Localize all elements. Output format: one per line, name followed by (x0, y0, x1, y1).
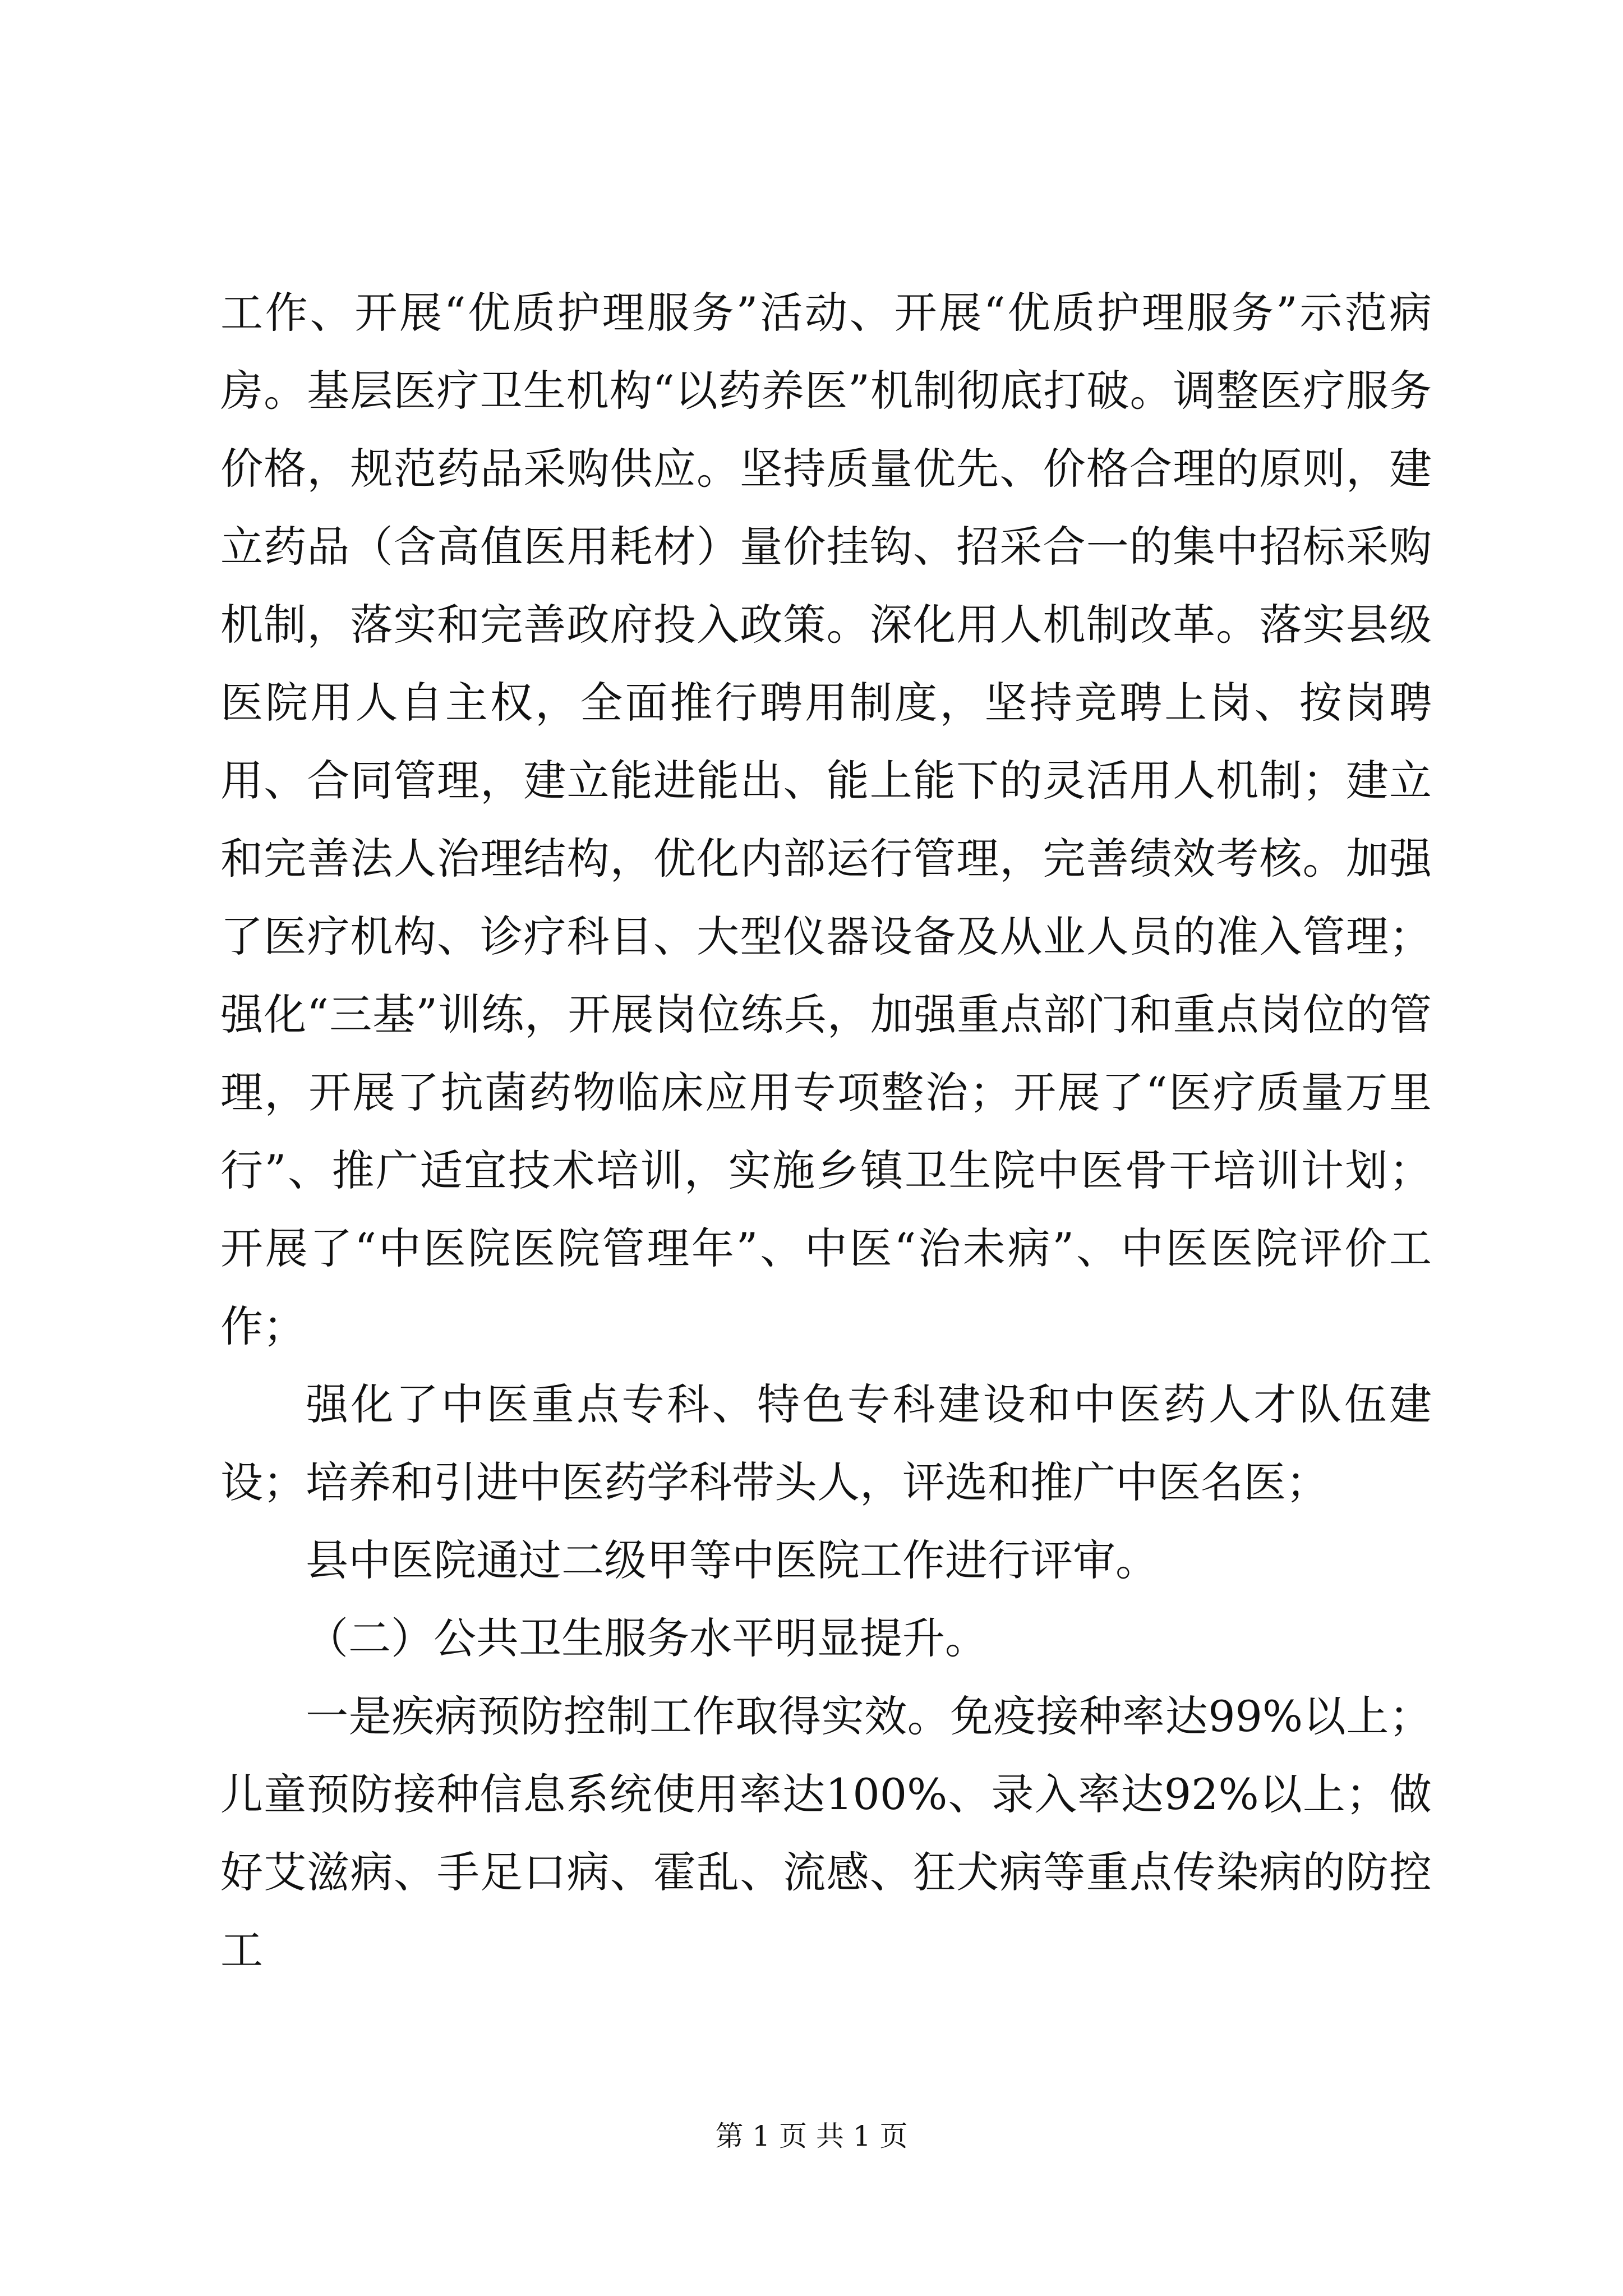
document-body (220, 274, 1432, 1989)
page-footer: 第 1 页 共 1 页 (715, 2120, 908, 2152)
paragraph-1: 工作、开展“优质护理服务”活动、开展“优质护理服务”示范病房。基层医疗卫生机构“以药养医”机制彻底打破。调整医疗服务价格，规范药品采购供应。坚持质量优先、价格合理的原则，建立药品（含高值医用耗材）量价挂钩、招采合一的集中招标采购机制，落实和完善政府投入政策。深化用人机制改革。落实县级医院用人自主权，全面推行聘用制度，坚持竞聘上岗、按岗聘用、合同管理，建立能进能出、能上能下的灵活用人机制；建立和完善法人治理结构，优化内部运行管理，完善绩效考核。加强了医疗机构、诊疗科目、大型仪器设备及从业人员的准入管理；强化“三基”训练，开展岗位练兵，加强重点部门和重点岗位的管理，开展了抗菌药物临床应用专项整治；开展了“医疗质量万里行”、推广适宜技术培训，实施乡镇卫生院中医骨干培训计划；开展了“中医院医院管理年”、中医“治未病”、中医医院评价工作； (220, 288, 1432, 1351)
paragraph-2: 强化了中医重点专科、特色专科建设和中医药人才队伍建设；培养和引进中医药学科带头人，评选和推广中医名医； (220, 1379, 1432, 1507)
paragraph-3: 县中医院通过二级甲等中医院工作进行评审。 (306, 1535, 1158, 1585)
paragraph-4-section-heading: （二）公共卫生服务水平明显提升。 (306, 1613, 988, 1663)
paragraph-5: 一是疾病预防控制工作取得实效。免疫接种率达99%以上；儿童预防接种信息系统使用率达100%、录入率达92%以上；做好艾滋病、手足口病、霍乱、流感、狂犬病等重点传染病的防控工 (220, 1691, 1432, 1975)
